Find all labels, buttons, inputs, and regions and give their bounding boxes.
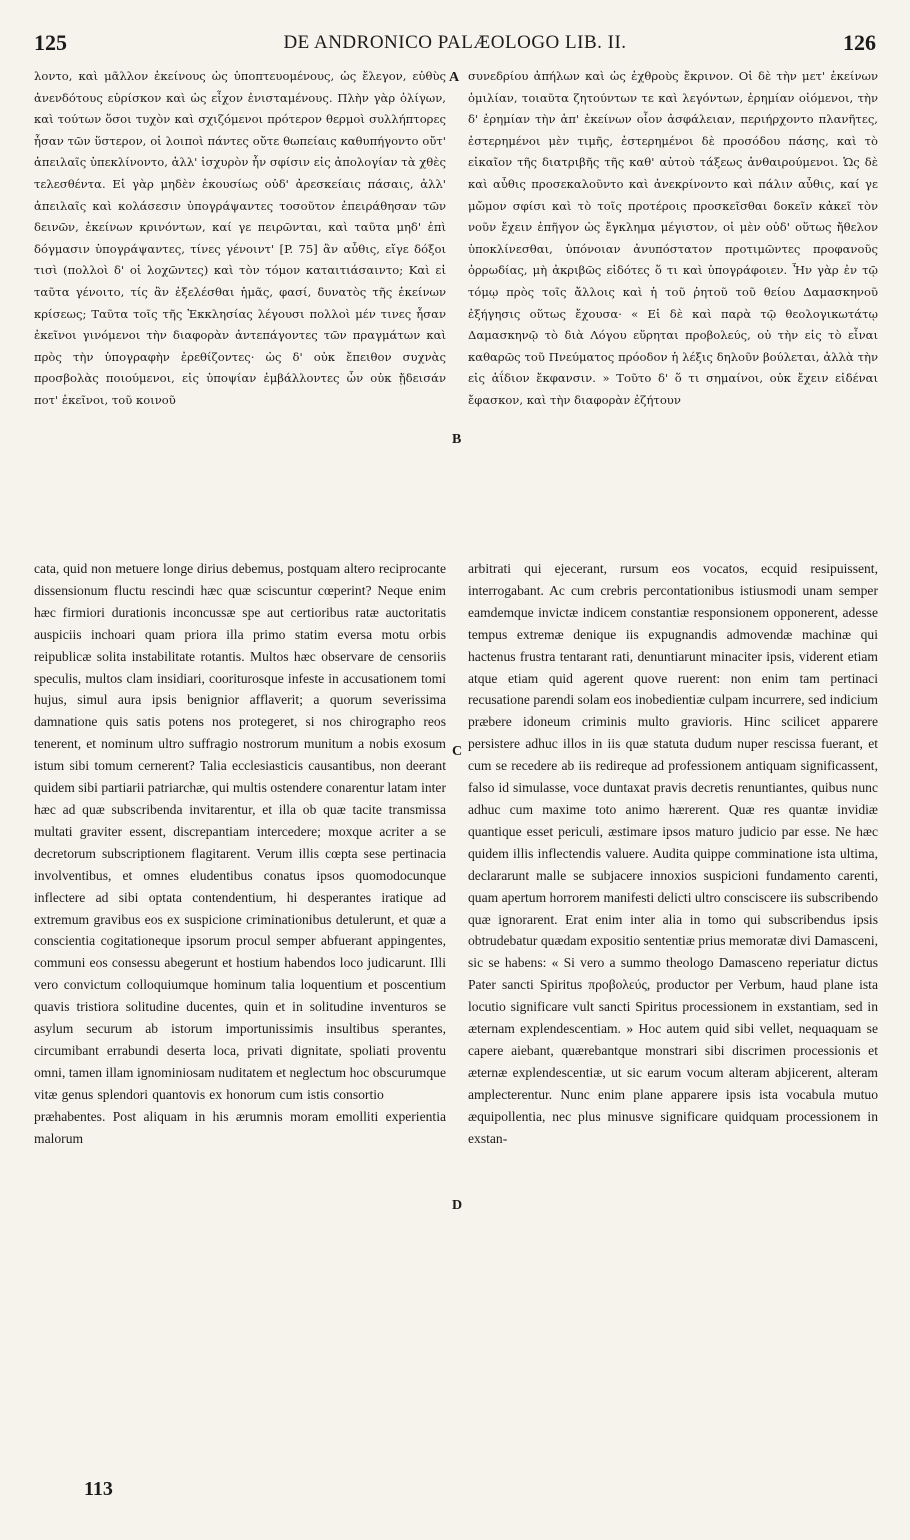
latin-column-left: [34, 558, 446, 1518]
latin-text-left-body: cata, quid non metuere longe dirius debemus, postquam altero reciprocante dissensionum fluctu rescindi hæc quæ sciscuntur cœperint? Neque enim hæc firmiori durationis inconcussæ spe aut certioribus ratæ auctoritatis auspiciis inchoari quam priora illa primo statim eversa motu orbis reipublicæ solita instabilitate rotantis. Multos hæc observare de censoriis speculis, multos clam insidiari, cooriturosque infeste in accusationem tomi hujus, simul aura ipsis benignior afflaverit; a quorum severissima damnatione quis satis potens nos protegeret, si nos chirographo reos tenerent, et nominum ultro suffragio nostrorum munitum a nobis exosum istum sibi tomum cernerent? Talia ecclesiasticis causantibus, non deerant quidem sibi partiarii patriarchæ, qui multis ostendere conarentur latam inter hæc ad quæ subscribenda invitarentur, et illa ob quæ tacite transmissa multati graviter essent, discrepantiam intercedere; moxque acriter a se decretorum subscriptionem flagitarent. Verum illis cœpta sese pertinacia involventibus, et omnes eludentibus conatus ipsos quomodocunque inflectere ad sibi optata contendentium, hi desperantes iratique ad extremum gravibus eos ex suspicione criminationibus detulerunt, et quæ a conscientia cogitationeque ipsorum procul semper abfuerant appingentes, communi eos consessu abegerunt et hostium habendos loco judicarunt. Illi vero convictum colloquiumque hominum talia loquentium et poscentium quavis tristiora solitudine ducentes, quin et in solitudine inventuros se asylum securum ab istorum importunissimis insultibus sperantes, circumibant errabundi deserta loca, privati dignitate, spoliati proventu omni, tamen illam ignominiosam nuditatem et neglectum hoc obscurumque vitæ genus splendori quantovis ex honorum cum istis consortio: [34, 561, 446, 1102]
page-number-right: 126: [843, 30, 876, 55]
section-marker-d: D: [452, 1198, 463, 1213]
running-header: [34, 30, 876, 60]
section-marker-c: C: [452, 744, 463, 759]
greek-column-right: [468, 66, 878, 536]
page-number-left: 125: [34, 30, 67, 55]
latin-column-right: [468, 558, 878, 1518]
latin-text-left: [34, 558, 446, 1149]
section-marker-b: B: [452, 432, 462, 447]
signature-number: 113: [84, 1478, 113, 1500]
greek-column-left: [34, 66, 446, 536]
running-title: DE ANDRONICO PALÆOLOGO LIB. II.: [283, 32, 627, 53]
section-marker-a: A: [449, 70, 460, 85]
latin-text-left-tail: præhabentes. Post aliquam in his ærumnis moram emolliti experientia malorum: [34, 1108, 446, 1146]
greek-text-left: λοντο, καὶ μᾶλλον ἐκείνους ὡς ὑποπτευομένους, ὡς ἔλεγον, εὐθὺς ἀνενδότους εὑρίσκον καὶ ὡς εἶχον ἐνισταμένους. Πλὴν γὰρ ὀλίγων, καὶ τούτων ὅσοι τυχὸν καὶ σχιζόμενοι πρότερον θερμοὶ συλλήπτορες ἦσαν τῶν ὕστερον, οἱ λοιποὶ πάντες οὔτε θωπείαις καθυπήγοντο οὔτ' ἀπειλαῖς ὑπεκλίνοντο, ἀλλ' ἰσχυρὸν ἦν σφίσιν εἰς ἀπολογίαν τὰ χθὲς τελεσθέντα. Εἰ γὰρ μηδὲν ἑκουσίως οὐδ' ἀρεσκείαις πάσαις, ἀλλ' ἀπειλαῖς καὶ κολάσεσιν ὑπογράψαντες τοσοῦτον ἐπειράθησαν τῶν δεινῶν, ἐκείνων κρινόντων, καί γε πειρῶνται, καὶ ταῦτα μηδ' ἐπὶ δόγμασιν ὑπογράψαντες, τίνες γένοιντ' [P. 75] ἂν αὖθις, εἴγε δόξοι τισὶ (πολλοὶ δ' οἱ λοχῶντες) καὶ τὸν τόμον καταιτιάσαιντο; Καὶ εἰ ταῦτα γένοιτο, τίς ἂν ἐξελέσθαι ἡμᾶς, φασί, δυνατὸς τῆς ἐκείνων κρίσεως; Ταῦτα τοῖς τῆς Ἐκκλησίας λέγουσι πολλοὶ μέν τινες ἦσαν ἐκεῖνοι γινόμενοι τὴν διαφορὰν ἀντεπάγοντες τῶν πραγμάτων καὶ πρὸς τὴν ὑπογραφὴν ἐρεθίζοντες· ὡς δ' οὐκ ἔπειθον συχνὰς προσβολὰς ποιούμενοι, εἰς ὑποψίαν ἐμβάλλοντες ὧν οὐκ ᾔδεισάν ποτ' ἐκεῖνοι, τοῦ κοινοῦ: [34, 69, 446, 407]
greek-text-right: συνεδρίου ἀπήλων καὶ ὡς ἐχθροὺς ἔκρινον. Οἱ δὲ τὴν μετ' ἐκείνων ὁμιλίαν, τοιαῦτα ζητούντων τε καὶ λεγόντων, ἐρημίαν οἰόμενοι, τὴν δ' ἐρημίαν τὴν ἀπ' ἐκείνων οἷον ἀσφάλειαν, περιήρχοντο πλανῆτες, ἐστερημένοι μὲν τιμῆς, ἐστερημένοι δὲ προσόδου πάσης, καὶ τὸ εἰκαῖον τῆς διατριβῆς τῆς καθ' αὑτοὺ τάξεως ἀνθαιρούμενοι. Ὡς δὲ καὶ αὖθις προσεκαλοῦντο καὶ ἀνεκρίνοντο καὶ πάλιν αὖθις, καί γε μὤμον σφίσι καὶ τὸ τοῖς προτέροις προσκεῖσθαι δοκεῖν κἀκεῖ τὸν νοῦν ἔχειν ἐπῆγον ὡς ἔγκλημα μέγιστον, οἱ μὲν οὐδ' οὕτως ἤθελον ὑποκλίνεσθαι, ὑπόνοιαν ἀνυπόστατον προτιμῶντες προφανοῦς ὀρρωδίας, μὴ ἀκριβῶς εἰδότες ὅ τι καὶ ὑπογράφοιεν. Ἦν γὰρ ἐν τῷ τόμῳ πρὸς τοῖς ἄλλοις καὶ ἡ τοῦ ῥητοῦ τοῦ θείου Δαμασκηνοῦ ἐξήγησις οὕτως ἔχουσα· « Εἰ δὲ καὶ παρὰ τῷ θεολογικωτάτῳ Δαμασκηνῷ τὸ διὰ Λόγου εὕρηται προβολεύς, οὐ τὴν εἰς τὸ εἶναι καθαρῶς τοῦ Πνεύματος πρόοδον ἡ λέξις δηλοῦν βούλεται, ἀλλὰ τὴν εἰς ἀΐδιον ἔκφανσιν. » Τοῦτο δ' ὅ τι σημαίνοι, οὐκ ἔχειν εἰδέναι ἔφασκον, καὶ τὴν διαφορὰν ἐζήτουν: [468, 69, 878, 407]
latin-text-right: arbitrati qui ejecerant, rursum eos vocatos, ecquid resipuissent, interrogabant. Ac cum crebris percontationibus istiusmodi unam semper eamdemque invictæ indicem constantiæ responsionem opponerent, adesse tempus extremæ denique iis expugnandis admovendæ machinæ qui hactenus frustra tentarant rati, denuntiarunt minaciter ipsis, viderent etiam atque etiam quid agerent quove ruerent: non enim tam pertinaci recusatione parendi solam eos inobedientiæ culpam incurrere, sed indicium præbere idoneum criminis multo gravioris. Hinc scilicet apparere persistere adhuc illos in iis quæ statuta dudum nuper rescissa fuerant, et cum se recedere ab iis redireque ad professionem antiquam significassent, falso id simulasse, voce duntaxat pravis decretis renuntiantes, quibus nunc adhuc cum maxime toto animo hærerent. Quæ res quantæ invidiæ quantique esset periculi, æstimare ipsos maturo judicio par esse. Ne hæc quidem illis inflectendis valuere. Audita quippe comminatione ista ultima, declararunt malle se subjacere innoxios suspicioni fundamento carenti, quam apertum horrorem manifesti delicti ultro consciscere iis subscribendo quæ ignorarent. Erat enim inter alia in tomo qui subscribendus ipsis obtrudebatur quædam expositio sententiæ prius memoratæ divi Damasceni, sic se habens: « Si vero a summo theologo Damasceno reperiatur dictus Pater sancti Spiritus προβολεύς, productor per Verbum, haud plane ista locutio significare vult sancti Spiritus processionem in exstantiam, sed in æternam explendescentiam. » Hoc autem quid sibi vellet, nequaquam se capere aiebant, quærebantque monstrari sibi discrimen processionis et æternæ explendescentiæ, ut sic earum vocum alteram abjicerent, alteram amplecterentur. Nunc enim plane apparere ipsis ista vocabula mutuo æquipollentia, nec plus minusve significare quidquam processionem in exstan-: [468, 561, 878, 1146]
